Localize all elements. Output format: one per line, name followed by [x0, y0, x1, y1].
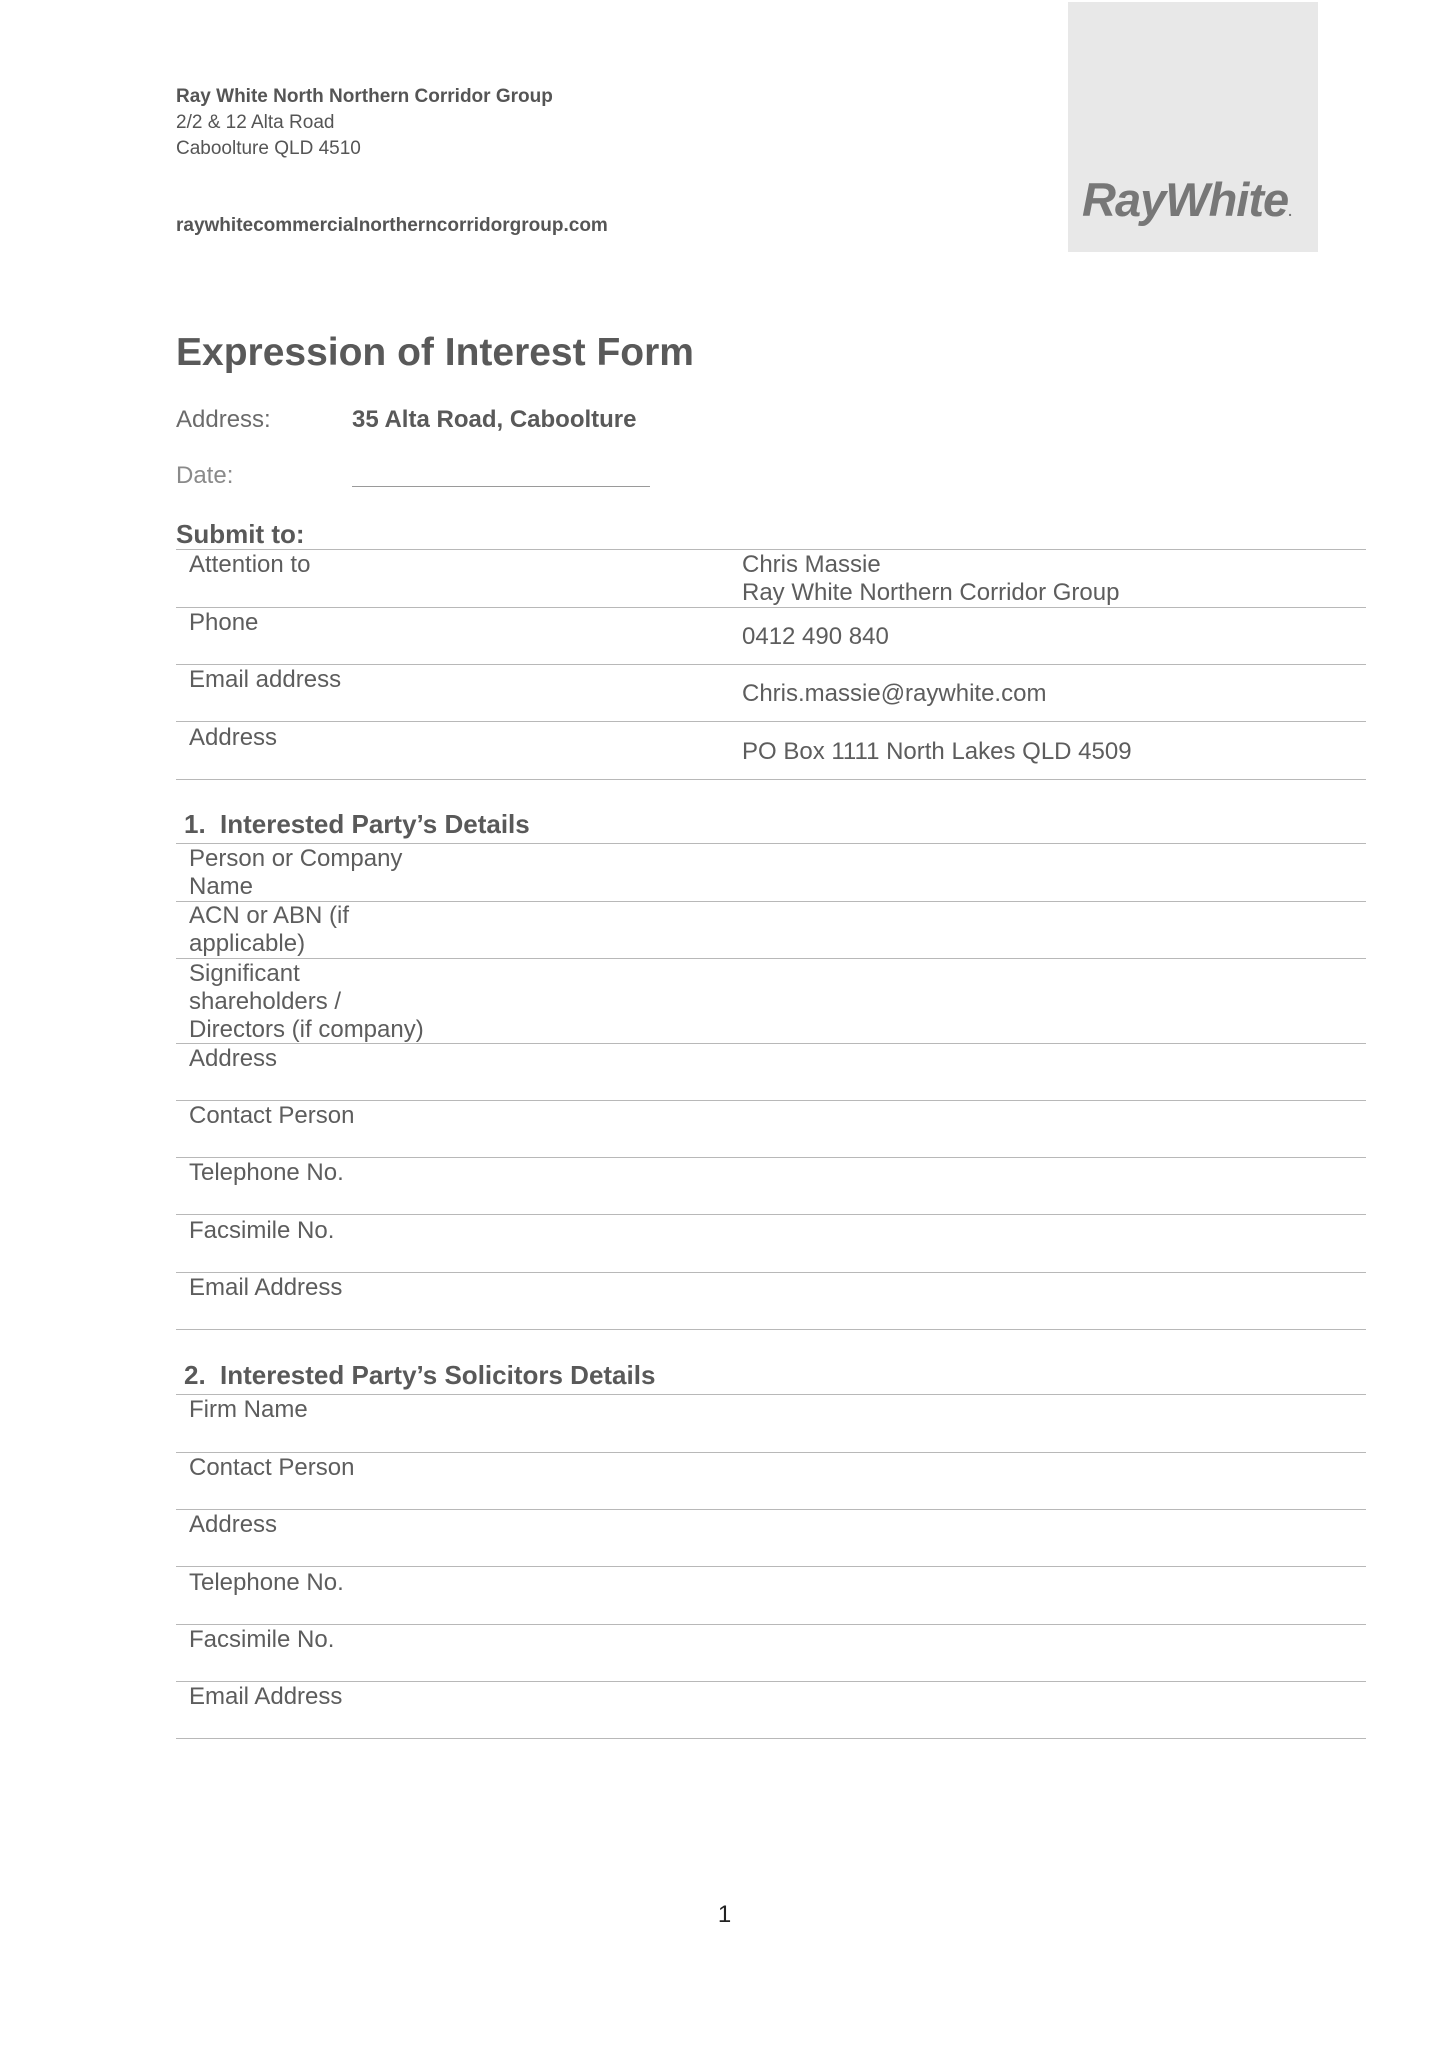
- phone-value: 0412 490 840: [742, 623, 889, 650]
- row-divider: [176, 1157, 1366, 1158]
- page-title: Expression of Interest Form: [176, 331, 694, 374]
- row-divider: [176, 1452, 1366, 1453]
- row-divider: [176, 958, 1366, 959]
- section1-heading: 1. Interested Party’s Details: [184, 809, 530, 839]
- section2-row-label: Firm Name: [189, 1396, 308, 1423]
- row-divider: [176, 1624, 1366, 1625]
- phone-label: Phone: [189, 609, 259, 636]
- postal-address-label: Address: [189, 724, 278, 751]
- row-divider: [176, 1738, 1366, 1739]
- row-divider: [176, 1509, 1366, 1510]
- row-divider: [176, 1394, 1366, 1395]
- section2-row-label: Email Address: [189, 1683, 343, 1710]
- section2-row-label: Facsimile No.: [189, 1626, 335, 1653]
- section1-row-label: Address: [189, 1045, 278, 1072]
- page-number: 1: [717, 1901, 732, 1928]
- section1-row-label: Facsimile No.: [189, 1217, 335, 1244]
- section1-row-label: ACN or ABN (if applicable): [189, 902, 350, 957]
- row-divider: [176, 1100, 1366, 1101]
- company-name: Ray White North Northern Corridor Group: [176, 86, 553, 107]
- row-divider: [176, 843, 1366, 844]
- section2-row-label: Telephone No.: [189, 1569, 344, 1596]
- section1-row-label: Telephone No.: [189, 1159, 344, 1186]
- row-divider: [176, 1681, 1366, 1682]
- section2-row-label: Contact Person: [189, 1454, 355, 1481]
- row-divider: [176, 664, 1366, 665]
- section1-row-label: Person or Company Name: [189, 845, 403, 900]
- row-divider: [176, 779, 1366, 780]
- row-divider: [176, 721, 1366, 722]
- attention-to-name: Chris Massie: [742, 551, 881, 578]
- row-divider: [176, 1214, 1366, 1215]
- submit-to-heading: Submit to:: [176, 519, 305, 549]
- email-value[interactable]: Chris.massie@raywhite.com: [742, 680, 1047, 707]
- section2-heading: 2. Interested Party’s Solicitors Details: [184, 1360, 656, 1390]
- website-link[interactable]: raywhitecommercialnortherncorridorgroup.com: [176, 215, 608, 236]
- attention-to-company: Ray White Northern Corridor Group: [742, 579, 1120, 606]
- row-divider: [176, 607, 1366, 608]
- date-label: Date:: [176, 462, 234, 489]
- attention-to-label: Attention to: [189, 551, 311, 578]
- row-divider: [176, 901, 1366, 902]
- logo-wordmark: RayWhite.: [1082, 173, 1292, 226]
- row-divider: [176, 1043, 1366, 1044]
- company-address-line1: 2/2 & 12 Alta Road: [176, 112, 335, 133]
- row-divider: [176, 549, 1366, 550]
- row-divider: [176, 1329, 1366, 1330]
- email-label: Email address: [189, 666, 342, 693]
- row-divider: [176, 1272, 1366, 1273]
- raywhite-logo: [1068, 2, 1318, 252]
- section1-row-label: Email Address: [189, 1274, 343, 1301]
- postal-address-value: PO Box 1111 North Lakes QLD 4509: [742, 738, 1132, 765]
- property-address-label: Address:: [176, 406, 271, 433]
- property-address-value: 35 Alta Road, Caboolture: [352, 406, 637, 433]
- section2-row-label: Address: [189, 1511, 278, 1538]
- section1-row-label: Contact Person: [189, 1102, 355, 1129]
- row-divider: [176, 1566, 1366, 1567]
- date-field[interactable]: [352, 486, 650, 487]
- section1-row-label: Significant shareholders / Directors (if company): [189, 960, 424, 1043]
- company-address-line2: Caboolture QLD 4510: [176, 138, 361, 159]
